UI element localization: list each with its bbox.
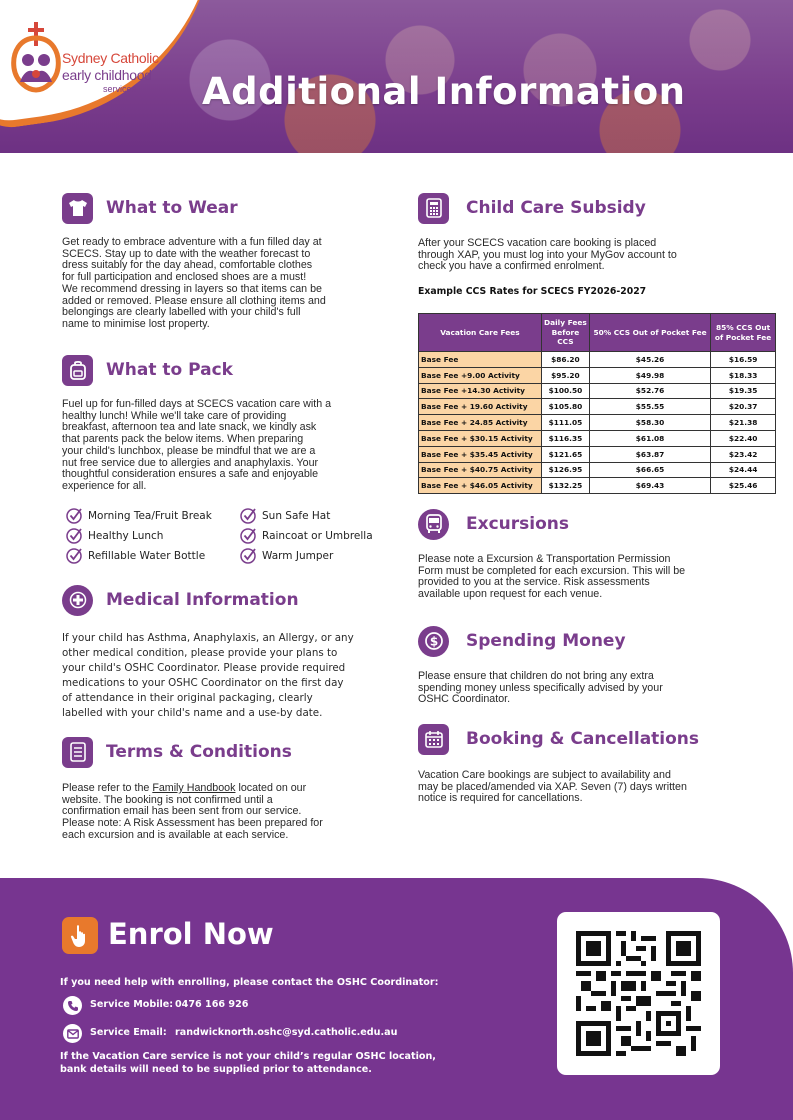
column-header: 85% CCS Out of Pocket Fee <box>711 314 776 352</box>
medical-cross-icon <box>62 585 93 616</box>
text-line: Please note: A Risk Assessment has been prepared for <box>62 817 323 830</box>
checklist-label: Refillable Water Bottle <box>88 549 206 562</box>
table-header-row <box>419 314 776 352</box>
checklist-label: Raincoat or Umbrella <box>262 529 373 542</box>
check-circle-icon <box>240 507 257 524</box>
table-cell: Base Fee + 19.60 Activity <box>419 399 542 415</box>
table-cell: $116.35 <box>541 430 589 446</box>
text-line: may be placed/amended via XAP. Seven (7) days written <box>418 780 687 793</box>
table-cell: $18.33 <box>711 367 776 383</box>
checklist-document-icon <box>62 737 93 768</box>
text-line: healthy lunch! While we'll take care of providing <box>62 409 287 422</box>
service-mobile-label: Service Mobile: <box>90 999 174 1010</box>
table-cell: $63.87 <box>589 446 710 462</box>
table-cell: $95.20 <box>541 367 589 383</box>
text-line: your child's lunchbox, please be mindful that we are a <box>62 444 316 457</box>
service-email-label: Service Email: <box>90 1027 167 1038</box>
booking-cancellations-text <box>418 770 748 805</box>
section-medical-information <box>62 585 392 721</box>
table-cell: $16.59 <box>711 352 776 368</box>
table-cell: $61.08 <box>589 430 710 446</box>
checklist-item <box>66 547 205 564</box>
text-line: for full participation and enclosed shoes are a must! <box>62 271 307 284</box>
booking-cancellations-title: Booking & Cancellations <box>466 729 700 749</box>
terms-conditions-title: Terms & Conditions <box>106 742 292 762</box>
checklist-item <box>240 507 330 524</box>
table-cell: Base Fee + $35.45 Activity <box>419 446 542 462</box>
qr-code-icon <box>576 931 701 1056</box>
bus-icon <box>418 509 449 540</box>
table-cell: $121.65 <box>541 446 589 462</box>
section-terms-conditions <box>62 737 382 842</box>
text-fragment: Please refer to the <box>62 782 153 794</box>
email-icon <box>63 1024 82 1043</box>
text-line: check you have a confirmed enrolment. <box>418 260 605 273</box>
text-line: available upon request for each venue. <box>418 588 603 601</box>
section-what-to-wear <box>62 193 382 331</box>
text-line: confirmation email has been sent from our service. <box>62 805 302 818</box>
column-header: Vacation Care Fees <box>419 314 542 352</box>
table-row <box>419 478 776 494</box>
table-cell: Base Fee + $40.75 Activity <box>419 462 542 478</box>
text-line: labelled with your child's name and a use-by date. <box>62 707 323 719</box>
text-line: Please ensure that children do not bring any extra <box>418 670 654 682</box>
section-what-to-pack <box>62 355 382 493</box>
text-line: thoughtful consideration ensures a safe and enjoyable <box>62 468 319 481</box>
calendar-icon <box>418 724 449 755</box>
table-row <box>419 352 776 368</box>
text-line: through XAP, you must log into your MyGov account to <box>418 248 677 261</box>
child-care-subsidy-text <box>418 238 748 273</box>
text-line: medications to your OSHC Coordinator on the first day <box>62 677 344 689</box>
check-circle-icon <box>66 527 83 544</box>
table-cell: $22.40 <box>711 430 776 446</box>
packing-checklist <box>66 507 386 565</box>
text-line: SCECS. Stay up to date with the weather forecast to <box>62 247 311 260</box>
text-line: your child's OSHC Coordinator. Please provide required <box>62 662 346 674</box>
what-to-pack-title: What to Pack <box>106 360 233 380</box>
table-cell: $52.76 <box>589 383 710 399</box>
table-cell: $25.46 <box>711 478 776 494</box>
table-cell: $69.43 <box>589 478 710 494</box>
table-row <box>419 462 776 478</box>
table-row <box>419 415 776 431</box>
text-line: experience for all. <box>62 479 147 492</box>
section-spending-money <box>418 626 748 706</box>
text-line: website. The booking is not confirmed until a <box>62 793 273 806</box>
check-circle-icon <box>240 547 257 564</box>
text-line: name to minimise lost property. <box>62 317 210 330</box>
medical-information-text <box>62 631 392 721</box>
phone-icon <box>63 996 82 1015</box>
table-cell: Base Fee <box>419 352 542 368</box>
table-cell: $45.26 <box>589 352 710 368</box>
table-row <box>419 446 776 462</box>
scecs-logo-mark-icon <box>10 16 62 94</box>
text-line: Get ready to embrace adventure with a fun filled day at <box>62 236 322 248</box>
checklist-item <box>240 547 333 564</box>
pointing-hand-icon <box>62 917 98 954</box>
table-cell: $55.55 <box>589 399 710 415</box>
hero-banner <box>0 0 793 153</box>
terms-conditions-text <box>62 783 382 842</box>
text-line: nut free service due to allergies and anaphylaxis. Your <box>62 456 319 469</box>
table-cell: Base Fee +14.30 Activity <box>419 383 542 399</box>
table-cell: $21.38 <box>711 415 776 431</box>
table-row <box>419 399 776 415</box>
spending-money-text <box>418 671 748 706</box>
table-row <box>419 367 776 383</box>
section-child-care-subsidy <box>418 193 748 297</box>
qr-code-card[interactable] <box>557 912 720 1075</box>
table-cell: $66.65 <box>589 462 710 478</box>
section-booking-cancellations <box>418 724 748 805</box>
dollar-coin-icon <box>418 626 449 657</box>
enrol-help-text: If you need help with enrolling, please contact the OSHC Coordinator: <box>60 977 439 988</box>
enrol-now-title: Enrol Now <box>108 917 274 951</box>
ccs-table-title: Example CCS Rates for SCECS FY2026-2027 <box>418 286 647 298</box>
text-line: of attendance in their original packaging, clearly <box>62 692 313 704</box>
tshirt-icon <box>62 193 93 224</box>
medical-information-title: Medical Information <box>106 590 299 610</box>
text-line: breakfast, afternoon tea and late snack, we kindly ask <box>62 421 317 434</box>
page-title: Additional Information <box>202 70 686 113</box>
text-fragment: located on our <box>235 782 307 794</box>
calculator-icon <box>418 193 449 224</box>
check-circle-icon <box>240 527 257 544</box>
table-cell: $111.05 <box>541 415 589 431</box>
enrol-note-line2: bank details will need to be supplied prior to attendance. <box>60 1064 372 1075</box>
table-cell: $58.30 <box>589 415 710 431</box>
text-line: notice is required for cancellations. <box>418 792 583 805</box>
enrol-note-line1: If the Vacation Care service is not your child’s regular OSHC location, <box>60 1051 436 1062</box>
text-line: provided to you at the service. Risk assessments <box>418 576 650 589</box>
excursions-title: Excursions <box>466 514 569 534</box>
table-cell: Base Fee +9.00 Activity <box>419 367 542 383</box>
text-line: OSHC Coordinator. <box>418 693 511 706</box>
backpack-icon <box>62 355 93 386</box>
check-circle-icon <box>66 507 83 524</box>
logo-text-line3: services <box>103 84 137 94</box>
text-line: We recommend dressing in layers so that items can be <box>62 282 322 295</box>
text-line: added or removed. Please ensure all clothing items and <box>62 294 326 307</box>
text-line: spending money unless specifically advised by your <box>418 681 663 694</box>
logo-text-line2: early childhood <box>62 67 152 83</box>
scecs-logo <box>10 16 180 96</box>
text-line: After your SCECS vacation care booking is placed <box>418 237 657 249</box>
what-to-wear-text <box>62 237 382 331</box>
table-cell: $126.95 <box>541 462 589 478</box>
text-line: each excursion and is available at each service. <box>62 828 289 841</box>
checklist-label: Warm Jumper <box>262 549 334 562</box>
what-to-wear-title: What to Wear <box>106 198 238 218</box>
table-cell: $105.80 <box>541 399 589 415</box>
table-cell: $19.35 <box>711 383 776 399</box>
table-cell: $100.50 <box>541 383 589 399</box>
spending-money-title: Spending Money <box>466 631 626 651</box>
checklist-label: Healthy Lunch <box>88 529 164 542</box>
table-cell: $132.25 <box>541 478 589 494</box>
table-row <box>419 430 776 446</box>
table-cell: $23.42 <box>711 446 776 462</box>
text-line: other medical condition, please provide your plans to <box>62 647 338 659</box>
check-circle-icon <box>66 547 83 564</box>
table-cell: Base Fee + $30.15 Activity <box>419 430 542 446</box>
text-line: belongings are clearly labelled with your child's full <box>62 306 301 319</box>
text-line: dress suitably for the day ahead, comfortable clothes <box>62 259 313 272</box>
table-cell: $86.20 <box>541 352 589 368</box>
text-line: If your child has Asthma, Anaphylaxis, an Allergy, or any <box>62 632 354 644</box>
text-line <box>62 783 382 795</box>
text-line: that parents pack the below items. When preparing <box>62 433 304 446</box>
checklist-item <box>66 507 212 524</box>
checklist-label: Sun Safe Hat <box>262 509 331 522</box>
text-line: Form must be completed for each excursion. This will be <box>418 564 686 577</box>
ccs-rates-table <box>418 313 776 494</box>
checklist-item <box>240 527 373 544</box>
column-header: 50% CCS Out of Pocket Fee <box>589 314 710 352</box>
table-cell: $20.37 <box>711 399 776 415</box>
excursions-text <box>418 554 748 601</box>
child-care-subsidy-title: Child Care Subsidy <box>466 198 646 218</box>
checklist-label: Morning Tea/Fruit Break <box>88 509 212 522</box>
text-line: Vacation Care bookings are subject to availability and <box>418 769 671 781</box>
text-line: Please note a Excursion & Transportation Permission <box>418 553 671 565</box>
text-line: Fuel up for fun-filled days at SCECS vacation care with a <box>62 398 332 410</box>
table-cell: Base Fee + 24.85 Activity <box>419 415 542 431</box>
table-cell: $49.98 <box>589 367 710 383</box>
table-row <box>419 383 776 399</box>
family-handbook-link[interactable]: Family Handbook <box>152 782 236 794</box>
column-header: Daily Fees Before CCS <box>541 314 589 352</box>
section-excursions <box>418 509 748 601</box>
table-cell: Base Fee + $46.05 Activity <box>419 478 542 494</box>
service-email-address[interactable]: randwicknorth.oshc@syd.catholic.edu.au <box>175 1027 398 1038</box>
table-cell: $24.44 <box>711 462 776 478</box>
what-to-pack-text <box>62 399 382 493</box>
logo-text-line1: Sydney Catholic <box>62 50 159 66</box>
checklist-item <box>66 527 163 544</box>
service-mobile-number[interactable]: 0476 166 926 <box>175 999 249 1010</box>
svg-text:$: $ <box>429 634 438 649</box>
